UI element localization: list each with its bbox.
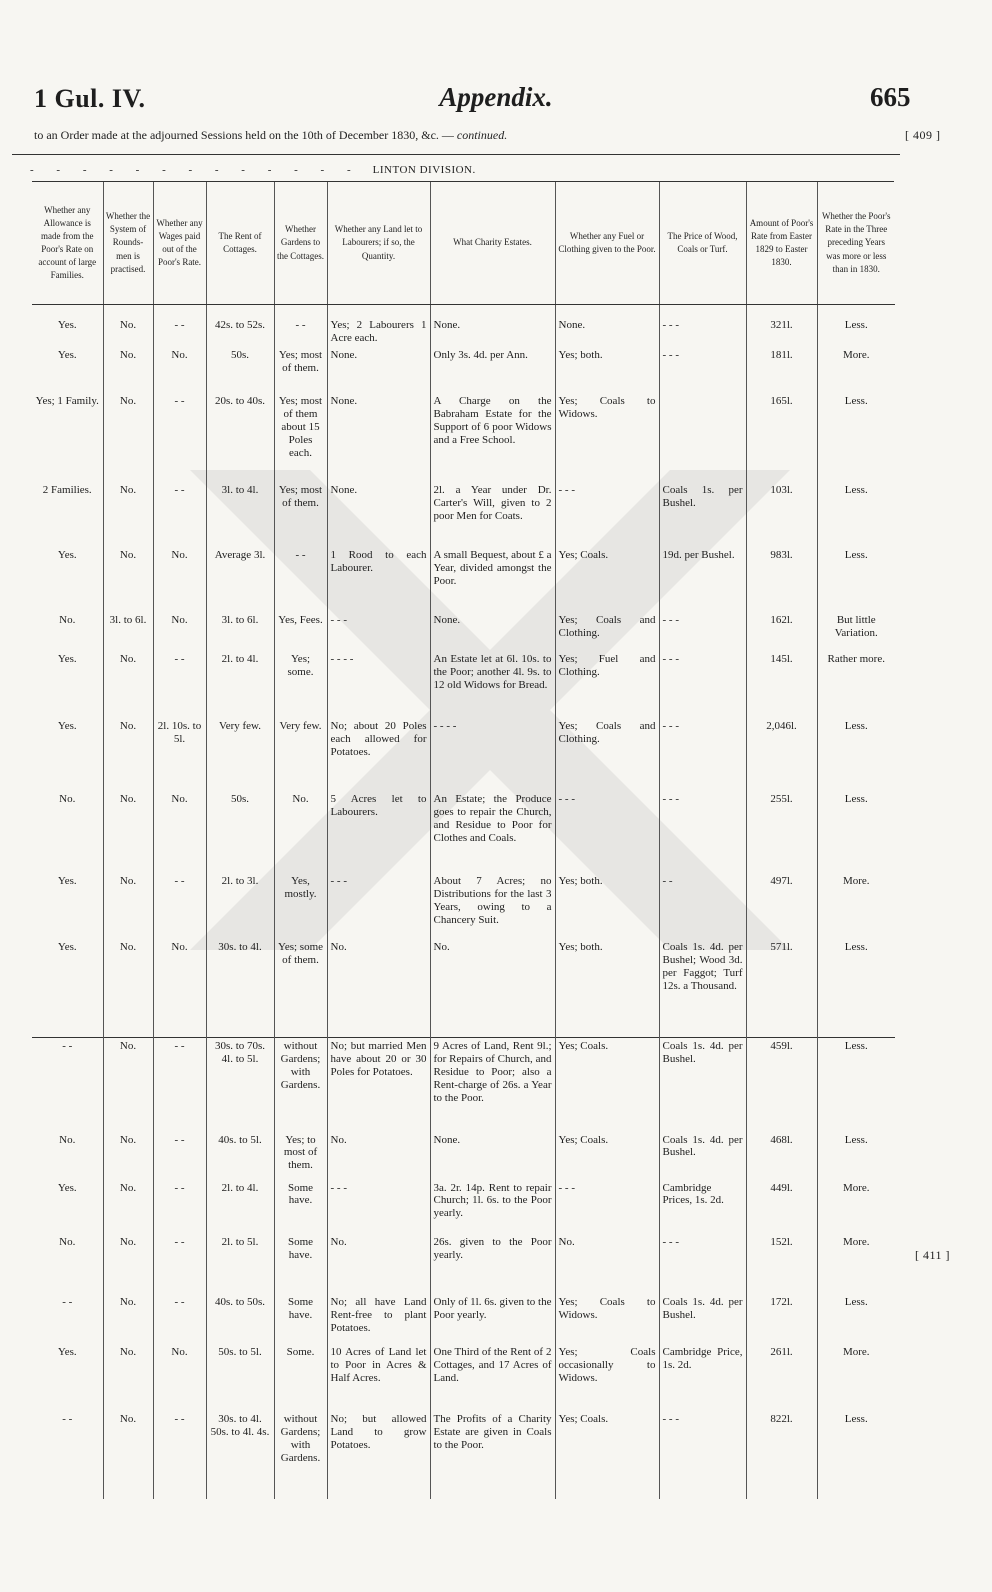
table-cell: Less. bbox=[817, 939, 895, 1037]
table-cell: 50s. to 5l. bbox=[206, 1344, 274, 1411]
table-cell: Less. bbox=[817, 718, 895, 791]
table-row bbox=[32, 791, 895, 872]
table-cell: Coals 1s. 4d. per Bushel; Wood 3d. per Faggot; Turf 12s. a Thousand. bbox=[659, 939, 746, 1037]
table-cell: Yes, mostly. bbox=[274, 873, 327, 940]
table-cell: Yes; Coals to Widows. bbox=[555, 393, 659, 483]
page-number: 665 bbox=[870, 82, 911, 112]
table-cell: 822l. bbox=[746, 1411, 817, 1499]
table-cell: No; but allowed Land to grow Potatoes. bbox=[327, 1411, 430, 1499]
table-cell: - - bbox=[274, 305, 327, 347]
table-cell: No. bbox=[103, 1294, 153, 1344]
table-cell: Only of 1l. 6s. given to the Poor yearly. bbox=[430, 1294, 555, 1344]
table-cell: No. bbox=[103, 1180, 153, 1234]
table-cell: Cambridge Price, 1s. 2d. bbox=[659, 1344, 746, 1411]
table-cell: - - - bbox=[555, 791, 659, 872]
table-cell: 172l. bbox=[746, 1294, 817, 1344]
table-cell: None. bbox=[327, 393, 430, 483]
table-row bbox=[32, 651, 895, 718]
appendix-heading: Appendix. bbox=[439, 82, 553, 112]
table-cell: Yes; to most of them. bbox=[274, 1132, 327, 1180]
table-cell: More. bbox=[817, 347, 895, 393]
table-cell: Yes; Coals. bbox=[555, 1132, 659, 1180]
table-cell: Yes. bbox=[57, 1181, 77, 1194]
table-cell: No. bbox=[103, 791, 153, 872]
table-row bbox=[32, 1038, 895, 1132]
table-cell: - - bbox=[62, 1413, 73, 1426]
table-cell: 152l. bbox=[746, 1234, 817, 1295]
table-row bbox=[32, 873, 895, 940]
table-cell: Coals 1s. 4d. per Bushel. bbox=[659, 1294, 746, 1344]
table-cell: Less. bbox=[817, 547, 895, 612]
table-cell: 3a. 2r. 14p. Rent to repair Church; 1l. 6s. to the Poor yearly. bbox=[430, 1180, 555, 1234]
table-cell: No. bbox=[103, 1344, 153, 1411]
table-cell: - - - bbox=[659, 305, 746, 347]
table-cell: Less. bbox=[817, 482, 895, 547]
table-cell: Yes. bbox=[57, 1346, 77, 1359]
table-cell: 2,046l. bbox=[746, 718, 817, 791]
table-cell: 983l. bbox=[746, 547, 817, 612]
table-cell: 2l. to 5l. bbox=[206, 1234, 274, 1295]
table-cell: Yes; 2 Labourers 1 Acre each. bbox=[327, 305, 430, 347]
subtitle-continued: continued. bbox=[456, 128, 508, 142]
table-cell: 3l. to 6l. bbox=[103, 612, 153, 652]
column-header: The Rent of Cottages. bbox=[206, 182, 274, 305]
table-cell: 468l. bbox=[746, 1132, 817, 1180]
table-cell: None. bbox=[430, 612, 555, 652]
table-cell: - - - bbox=[327, 612, 430, 652]
table-cell: Yes; Coals. bbox=[555, 1411, 659, 1499]
table-cell: No. bbox=[103, 873, 153, 940]
table-cell: No. bbox=[103, 393, 153, 483]
table-cell: 571l. bbox=[746, 939, 817, 1037]
table-cell: 3l. to 4l. bbox=[206, 482, 274, 547]
table-cell: 162l. bbox=[746, 612, 817, 652]
table-cell: - - bbox=[659, 873, 746, 940]
table-cell: 5 Acres let to Labourers. bbox=[327, 791, 430, 872]
table-cell: - - - bbox=[327, 1180, 430, 1234]
table-cell: Yes; Coals. bbox=[555, 547, 659, 612]
table-cell: Yes. bbox=[57, 653, 77, 666]
table-cell: - - - - bbox=[327, 651, 430, 718]
table-cell: - - bbox=[153, 1411, 206, 1499]
table-cell: 30s. to 4l. bbox=[206, 939, 274, 1037]
table-cell: 20s. to 40s. bbox=[206, 393, 274, 483]
table-cell: Yes. bbox=[57, 549, 77, 562]
table-cell: More. bbox=[817, 1180, 895, 1234]
column-header-row bbox=[32, 182, 895, 305]
table-cell: No. bbox=[59, 613, 76, 626]
table-cell: Coals 1s. per Bushel. bbox=[659, 482, 746, 547]
table-cell: None. bbox=[327, 347, 430, 393]
table-cell bbox=[659, 393, 746, 483]
table-cell: Yes. bbox=[57, 319, 77, 331]
table-cell: Coals 1s. 4d. per Bushel. bbox=[659, 1038, 746, 1132]
table-cell: - - - bbox=[327, 873, 430, 940]
table-cell: Yes; Coals to Widows. bbox=[555, 1294, 659, 1344]
table-cell: An Estate let at 6l. 10s. to the Poor; another 4l. 9s. to 12 old Widows for Bread. bbox=[430, 651, 555, 718]
table-cell: But little Variation. bbox=[817, 612, 895, 652]
table-row bbox=[32, 347, 895, 393]
table-cell: - - bbox=[153, 873, 206, 940]
table-cell: without Gardens; with Gardens. bbox=[274, 1038, 327, 1132]
table-cell: No. bbox=[103, 1411, 153, 1499]
table-cell: - - - - bbox=[430, 718, 555, 791]
table-cell: No. bbox=[153, 612, 206, 652]
table-cell: 10 Acres of Land let to Poor in Acres & Half Acres. bbox=[327, 1344, 430, 1411]
division-leader-dots: - - - - - - - - - - - - - bbox=[30, 164, 361, 176]
table-cell: Yes. bbox=[57, 941, 77, 954]
regnal-year-header: 1 Gul. IV. bbox=[34, 84, 146, 113]
table-row bbox=[32, 1234, 895, 1295]
table-cell: - - bbox=[153, 482, 206, 547]
table-cell: Yes; some. bbox=[274, 651, 327, 718]
column-header: Whether any Fuel or Clothing given to the Poor. bbox=[555, 182, 659, 305]
table-cell: No. bbox=[103, 305, 153, 347]
table-cell: Yes; Coals occasionally to Widows. bbox=[555, 1344, 659, 1411]
table-cell: without Gardens; with Gardens. bbox=[274, 1411, 327, 1499]
table-cell: No. bbox=[153, 791, 206, 872]
table-cell: No. bbox=[59, 793, 76, 806]
table-cell: 2l. to 4l. bbox=[206, 1180, 274, 1234]
table-cell: - - - bbox=[555, 1180, 659, 1234]
table-row bbox=[32, 547, 895, 612]
table-cell: 3l. to 6l. bbox=[206, 612, 274, 652]
table-cell: 2l. to 4l. bbox=[206, 651, 274, 718]
table-cell: 165l. bbox=[746, 393, 817, 483]
table-cell: 2l. a Year under Dr. Carter's Will, given to 2 poor Men for Coats. bbox=[430, 482, 555, 547]
table-cell: 255l. bbox=[746, 791, 817, 872]
table-cell: 50s. bbox=[206, 347, 274, 393]
table-cell: Less. bbox=[817, 305, 895, 347]
table-cell: A small Bequest, about £ a Year, divided amongst the Poor. bbox=[430, 547, 555, 612]
table-cell: 50s. bbox=[206, 791, 274, 872]
table-cell: - - bbox=[153, 1038, 206, 1132]
table-row bbox=[32, 718, 895, 791]
table-cell: No. bbox=[153, 547, 206, 612]
table-cell: No. bbox=[103, 1234, 153, 1295]
table-cell: No. bbox=[103, 347, 153, 393]
table-cell: Yes. bbox=[57, 348, 77, 361]
table-cell: - - bbox=[153, 1180, 206, 1234]
table-cell: None. bbox=[430, 305, 555, 347]
table-cell: - - bbox=[153, 1234, 206, 1295]
table-row bbox=[32, 1294, 895, 1344]
table-cell: No. bbox=[59, 1133, 76, 1146]
table-cell: - - - bbox=[659, 718, 746, 791]
table-cell: 2l. 10s. to 5l. bbox=[153, 718, 206, 791]
table-cell: - - bbox=[153, 651, 206, 718]
table-cell: 26s. given to the Poor yearly. bbox=[430, 1234, 555, 1295]
poor-rate-table bbox=[32, 182, 895, 1499]
table-cell: Only 3s. 4d. per Ann. bbox=[430, 347, 555, 393]
table-cell: No. bbox=[103, 939, 153, 1037]
table-cell: 30s. to 4l. 50s. to 4l. 4s. bbox=[206, 1411, 274, 1499]
table-cell: 103l. bbox=[746, 482, 817, 547]
order-subtitle bbox=[34, 128, 507, 143]
table-cell: Some have. bbox=[274, 1234, 327, 1295]
table-cell: 19d. per Bushel. bbox=[659, 547, 746, 612]
table-cell: No. bbox=[555, 1234, 659, 1295]
table-cell: More. bbox=[817, 1344, 895, 1411]
table-cell: None. bbox=[555, 305, 659, 347]
table-cell: 9 Acres of Land, Rent 9l.; for Repairs of Church, and Residue to Poor; also a Rent-charge of 26s. a Year to the Poor. bbox=[430, 1038, 555, 1132]
table-cell: No; but married Men have about 20 or 30 Poles for Potatoes. bbox=[327, 1038, 430, 1132]
table-cell: Less. bbox=[817, 1038, 895, 1132]
table-row bbox=[32, 482, 895, 547]
table-cell: 459l. bbox=[746, 1038, 817, 1132]
table-cell: 30s. to 70s. 4l. to 5l. bbox=[206, 1038, 274, 1132]
table-cell: 2 Families. bbox=[42, 484, 92, 497]
table-row bbox=[32, 305, 895, 347]
table-cell: - - - bbox=[659, 347, 746, 393]
table-cell: 181l. bbox=[746, 347, 817, 393]
table-cell: Less. bbox=[817, 791, 895, 872]
table-cell: Very few. bbox=[274, 718, 327, 791]
table-cell: No; about 20 Poles each allowed for Potatoes. bbox=[327, 718, 430, 791]
table-cell: - - bbox=[153, 1132, 206, 1180]
table-cell: 449l. bbox=[746, 1180, 817, 1234]
table-cell: - - bbox=[274, 547, 327, 612]
table-cell: No. bbox=[327, 1234, 430, 1295]
table-cell: 261l. bbox=[746, 1344, 817, 1411]
table-cell: More. bbox=[817, 1234, 895, 1295]
table-cell: Yes; both. bbox=[555, 873, 659, 940]
table-cell: No. bbox=[103, 547, 153, 612]
table-cell: Less. bbox=[817, 1411, 895, 1499]
table-cell: No. bbox=[327, 939, 430, 1037]
table-cell: Yes; Coals. bbox=[555, 1038, 659, 1132]
side-reference-mid: [ 411 ] bbox=[915, 1248, 951, 1262]
table-cell: - - bbox=[62, 1296, 73, 1309]
column-header: Whether any Wages paid out of the Poor's Rate. bbox=[153, 182, 206, 305]
table-cell: Yes; Fuel and Clothing. bbox=[555, 651, 659, 718]
column-header: Whether Gardens to the Cottages. bbox=[274, 182, 327, 305]
table-cell: Yes; Coals and Clothing. bbox=[555, 612, 659, 652]
table-cell: 42s. to 52s. bbox=[206, 305, 274, 347]
table-cell: No. bbox=[327, 1132, 430, 1180]
column-header: Whether any Land let to Labourers; if so, the Quantity. bbox=[327, 182, 430, 305]
table-cell: 1 Rood to each Labourer. bbox=[327, 547, 430, 612]
table-cell: No. bbox=[103, 718, 153, 791]
table-cell: 497l. bbox=[746, 873, 817, 940]
table-cell: No. bbox=[103, 1038, 153, 1132]
table-row bbox=[32, 1180, 895, 1234]
column-header: What Charity Estates. bbox=[430, 182, 555, 305]
table-cell: Rather more. bbox=[817, 651, 895, 718]
table-cell: - - - bbox=[659, 1411, 746, 1499]
table-cell: - - bbox=[153, 393, 206, 483]
table-cell: Yes; Coals and Clothing. bbox=[555, 718, 659, 791]
table-cell: - - bbox=[153, 1294, 206, 1344]
table-cell: No. bbox=[59, 1235, 76, 1248]
table-cell: No. bbox=[103, 482, 153, 547]
table-cell: 145l. bbox=[746, 651, 817, 718]
table-cell: - - - bbox=[659, 651, 746, 718]
table-cell: Yes; both. bbox=[555, 939, 659, 1037]
top-rule bbox=[12, 154, 900, 155]
table-cell: More. bbox=[817, 873, 895, 940]
table-cell: 2l. to 3l. bbox=[206, 873, 274, 940]
table-cell: - - - bbox=[659, 791, 746, 872]
table-cell: Less. bbox=[817, 1132, 895, 1180]
table-cell: 40s. to 5l. bbox=[206, 1132, 274, 1180]
table-cell: About 7 Acres; no Distributions for the last 3 Years, owing to a Chancery Suit. bbox=[430, 873, 555, 940]
subtitle-main: to an Order made at the adjourned Sessions held on the 10th of December 1830, &c. — bbox=[34, 128, 454, 142]
table-row bbox=[32, 393, 895, 483]
table-cell: Yes. bbox=[57, 720, 77, 733]
table-row bbox=[32, 1411, 895, 1499]
table-cell: - - bbox=[153, 305, 206, 347]
column-header: Whether any Allowance is made from the Poor's Rate on account of large Families. bbox=[32, 182, 103, 305]
table-cell: - - bbox=[32, 1038, 103, 1132]
table-cell: Less. bbox=[817, 393, 895, 483]
table-cell: Average 3l. bbox=[206, 547, 274, 612]
table-cell: None. bbox=[430, 1132, 555, 1180]
table-cell: Yes. bbox=[57, 874, 77, 887]
table-cell: 40s. to 50s. bbox=[206, 1294, 274, 1344]
table-row bbox=[32, 1132, 895, 1180]
table-cell: No. bbox=[274, 791, 327, 872]
table-cell: One Third of the Rent of 2 Cottages, and 17 Acres of Land. bbox=[430, 1344, 555, 1411]
table-cell: Cambridge Prices, 1s. 2d. bbox=[659, 1180, 746, 1234]
table-row bbox=[32, 612, 895, 652]
column-header: The Price of Wood, Coals or Turf. bbox=[659, 182, 746, 305]
table-cell: - - - bbox=[659, 612, 746, 652]
table-cell: - - - bbox=[555, 482, 659, 547]
table-cell: Some have. bbox=[274, 1180, 327, 1234]
table-cell: Yes, Fees. bbox=[274, 612, 327, 652]
table-cell: Yes; some of them. bbox=[274, 939, 327, 1037]
side-reference-top: [ 409 ] bbox=[905, 128, 941, 142]
division-name: LINTON DIVISION. bbox=[372, 164, 476, 176]
table-cell: No. bbox=[430, 939, 555, 1037]
table-cell: Very few. bbox=[206, 718, 274, 791]
table-cell: Coals 1s. 4d. per Bushel. bbox=[659, 1132, 746, 1180]
table-row bbox=[32, 1344, 895, 1411]
table-cell: Some. bbox=[274, 1344, 327, 1411]
table-cell: Some have. bbox=[274, 1294, 327, 1344]
table-cell: Yes; both. bbox=[555, 347, 659, 393]
table-cell: No. bbox=[153, 939, 206, 1037]
column-header: Amount of Poor's Rate from Easter 1829 to Easter 1830. bbox=[746, 182, 817, 305]
column-header: Whether the System of Rounds-men is practised. bbox=[103, 182, 153, 305]
table-cell: 321l. bbox=[746, 305, 817, 347]
table-cell: No. bbox=[103, 1132, 153, 1180]
table-cell: - - - bbox=[659, 1234, 746, 1295]
table-cell: No. bbox=[153, 347, 206, 393]
table-cell: Less. bbox=[817, 1294, 895, 1344]
table-cell: No. bbox=[153, 1344, 206, 1411]
table-cell: None. bbox=[327, 482, 430, 547]
table-cell: An Estate; the Produce goes to repair the Church, and Residue to Poor for Clothes and Coals. bbox=[430, 791, 555, 872]
table-cell: Yes; 1 Family. bbox=[35, 394, 99, 407]
table-cell: No. bbox=[103, 651, 153, 718]
table-cell: Yes; most of them. bbox=[274, 347, 327, 393]
table-cell: No; all have Land Rent-free to plant Potatoes. bbox=[327, 1294, 430, 1344]
table-cell: Yes; most of them about 15 Poles each. bbox=[274, 393, 327, 483]
column-header: Whether the Poor's Rate in the Three preceding Years was more or less than in 1830. bbox=[817, 182, 895, 305]
table-cell: Yes; most of them. bbox=[274, 482, 327, 547]
division-heading bbox=[30, 164, 880, 176]
table-cell: A Charge on the Babraham Estate for the Support of 6 poor Widows and a Free School. bbox=[430, 393, 555, 483]
table-cell: The Profits of a Charity Estate are given in Coals to the Poor. bbox=[430, 1411, 555, 1499]
table-row bbox=[32, 939, 895, 1037]
